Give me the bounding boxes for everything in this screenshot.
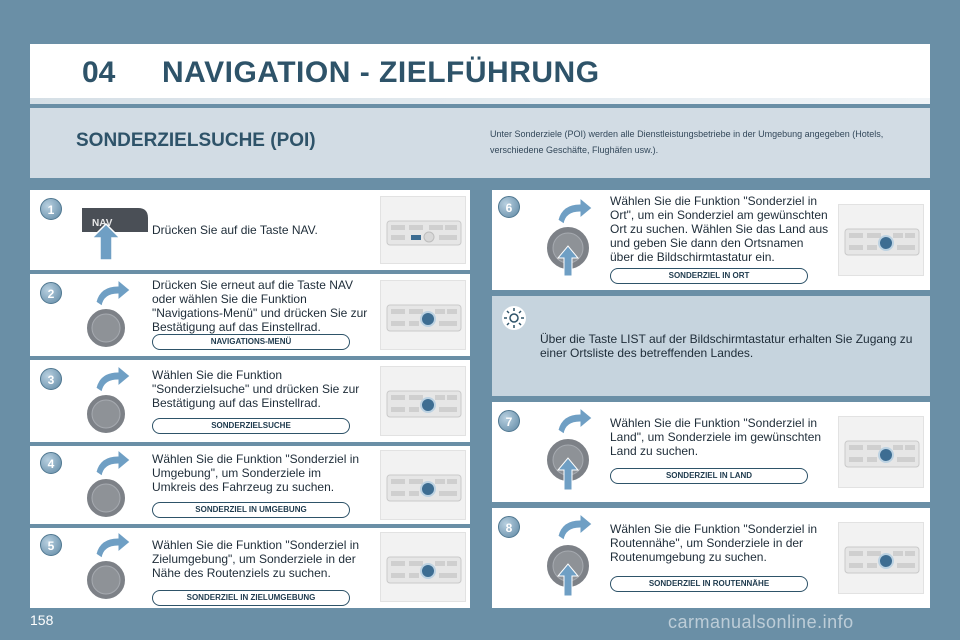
radio-panel-thumbnail bbox=[380, 450, 466, 520]
step-number-badge: 3 bbox=[40, 368, 62, 390]
step-number-badge: 6 bbox=[498, 196, 520, 218]
step-text: Drücken Sie erneut auf die Taste NAV oder wählen Sie die Funktion "Navigations-Menü" und drücken Sie zur Bestätigung auf das Einstellrad. bbox=[152, 278, 368, 334]
step-text: Wählen Sie die Funktion "Sonderziel in Land", um Sonderziele im gewünschten Land zu suchen. bbox=[610, 416, 822, 458]
rotary-knob-icon bbox=[540, 406, 600, 495]
hint-box bbox=[492, 296, 930, 396]
chapter-header bbox=[30, 44, 930, 104]
radio-panel-thumbnail bbox=[380, 196, 466, 264]
radio-panel-thumbnail bbox=[838, 416, 924, 488]
nav-key-label: NAV bbox=[92, 218, 113, 229]
step-card-5 bbox=[30, 528, 470, 608]
menu-label-pill: SONDERZIEL IN ORT bbox=[610, 268, 808, 284]
step-text: Drücken Sie auf die Taste NAV. bbox=[152, 223, 318, 237]
rotary-knob-icon bbox=[78, 530, 138, 611]
menu-label-pill: NAVIGATIONS-MENÜ bbox=[152, 334, 350, 350]
page-title: NAVIGATION - ZIELFÜHRUNG bbox=[162, 56, 600, 89]
step-number-badge: 8 bbox=[498, 516, 520, 538]
section-band bbox=[30, 108, 930, 178]
nav-key-icon bbox=[76, 198, 156, 267]
step-number-badge: 1 bbox=[40, 198, 62, 220]
radio-panel-thumbnail bbox=[380, 280, 466, 350]
step-card-7 bbox=[492, 402, 930, 502]
sun-icon bbox=[500, 304, 528, 337]
hint-text: Über die Taste LIST auf der Bildschirmtastatur erhalten Sie Zugang zu einer Ortsliste des betreffenden Landes. bbox=[540, 332, 913, 360]
rotary-knob-icon bbox=[78, 448, 138, 529]
section-title: SONDERZIELSUCHE (POI) bbox=[76, 130, 316, 151]
radio-panel-thumbnail bbox=[838, 204, 924, 276]
rotary-knob-icon bbox=[540, 512, 600, 601]
menu-label-pill: SONDERZIEL IN ROUTENNÄHE bbox=[610, 576, 808, 592]
step-text: Wählen Sie die Funktion "Sonderziel in Routennähe", um Sonderziele in der Routenumgebung zu suchen. bbox=[610, 522, 818, 564]
radio-panel-thumbnail bbox=[838, 522, 924, 594]
step-card-6 bbox=[492, 190, 930, 290]
chapter-number: 04 bbox=[82, 56, 116, 89]
step-card-2 bbox=[30, 274, 470, 356]
menu-label-pill: SONDERZIEL IN ZIELUMGEBUNG bbox=[152, 590, 350, 606]
step-number-badge: 4 bbox=[40, 452, 62, 474]
step-card-3 bbox=[30, 360, 470, 442]
step-card-8 bbox=[492, 508, 930, 608]
menu-label-pill: SONDERZIEL IN LAND bbox=[610, 468, 808, 484]
step-number-badge: 2 bbox=[40, 282, 62, 304]
step-text: Wählen Sie die Funktion "Sonderziel in Zielumgebung", um Sonderziele in der Nähe des Routenziels zu suchen. bbox=[152, 538, 360, 580]
step-text: Wählen Sie die Funktion "Sonderzielsuche" und drücken Sie zur Bestätigung auf das Einstellrad. bbox=[152, 368, 360, 410]
step-text: Wählen Sie die Funktion "Sonderziel in Umgebung", um Sonderziele im Umkreis des Fahrzeug zu suchen. bbox=[152, 452, 360, 494]
menu-label-pill: SONDERZIELSUCHE bbox=[152, 418, 350, 434]
step-card-4 bbox=[30, 446, 470, 524]
header-rule bbox=[30, 98, 930, 104]
section-intro: Unter Sonderziele (POI) werden alle Dienstleistungsbetriebe in der Umgebung angegeben (Hotels, verschiedene Geschäfte, Flughäfen usw.). bbox=[490, 129, 884, 155]
step-number-badge: 5 bbox=[40, 534, 62, 556]
rotary-knob-icon bbox=[78, 364, 138, 445]
rotary-knob-icon bbox=[540, 196, 600, 281]
radio-panel-thumbnail bbox=[380, 366, 466, 436]
step-text: Wählen Sie die Funktion "Sonderziel in Ort", um ein Sonderziel am gewünschten Ort zu suchen. Wählen Sie das Land aus und geben Sie dann den Ortsnamen über die Bildschirmtastatur ein. bbox=[610, 194, 829, 264]
step-number-badge: 7 bbox=[498, 410, 520, 432]
rotary-knob-icon bbox=[78, 278, 138, 359]
step-card-1 bbox=[30, 190, 470, 270]
site-watermark: carmanualsonline.info bbox=[668, 612, 854, 632]
menu-label-pill: SONDERZIEL IN UMGEBUNG bbox=[152, 502, 350, 518]
radio-panel-thumbnail bbox=[380, 532, 466, 602]
page-number: 158 bbox=[30, 612, 54, 628]
